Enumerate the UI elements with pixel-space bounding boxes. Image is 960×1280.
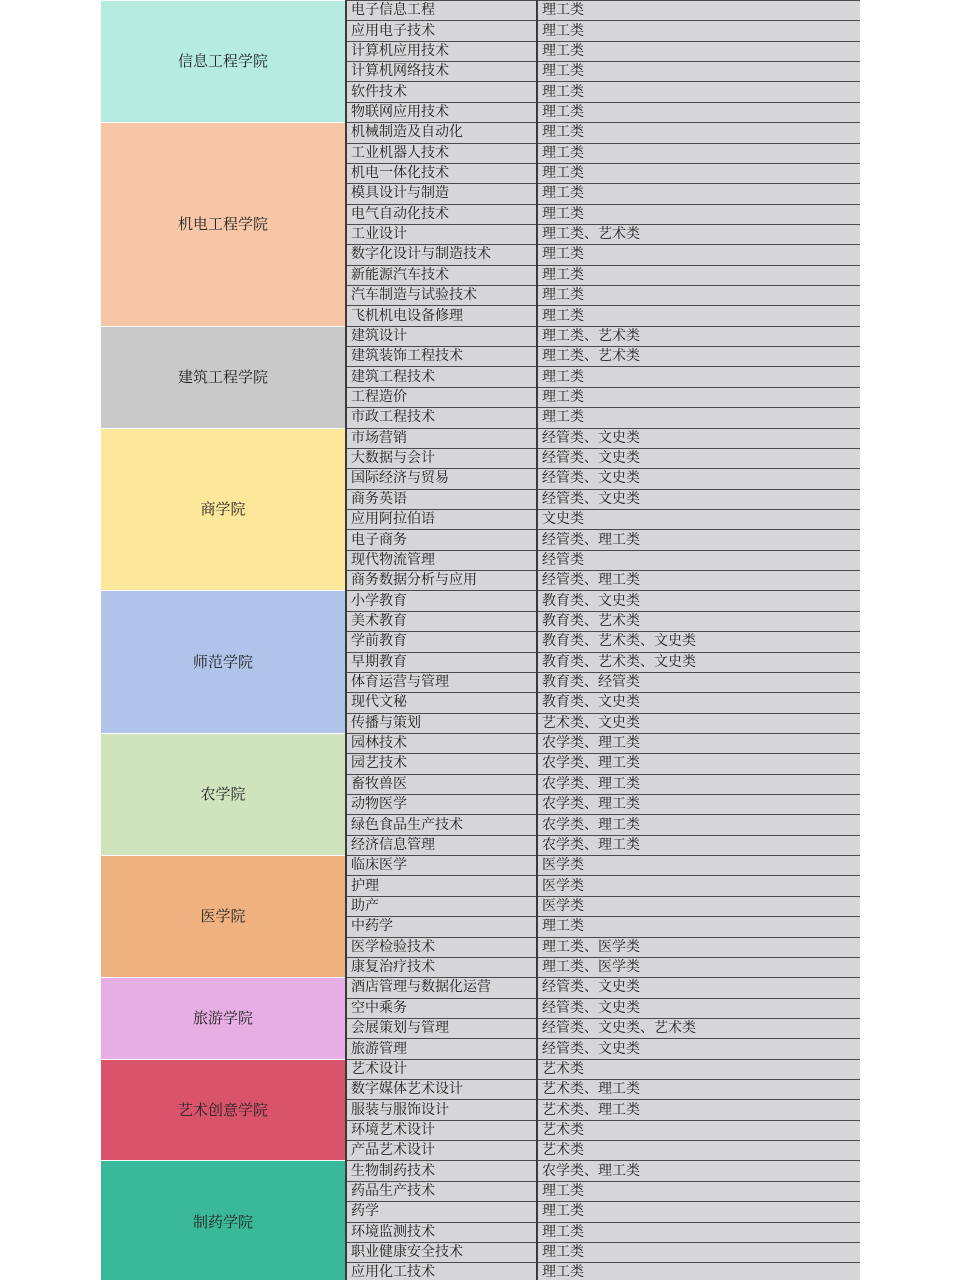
subject-category-cell: 理工类 [537,82,860,102]
college-name-cell: 信息工程学院 [101,1,346,123]
subject-category-cell: 教育类、文史类 [537,693,860,713]
major-name-cell: 汽车制造与试验技术 [346,286,537,306]
major-name-cell: 服装与服饰设计 [346,1100,537,1120]
subject-category-cell: 农学类、理工类 [537,774,860,794]
subject-category-cell: 教育类、文史类 [537,591,860,611]
subject-category-cell: 经管类、文史类 [537,998,860,1018]
major-name-cell: 建筑工程技术 [346,367,537,387]
major-name-cell: 护理 [346,876,537,896]
subject-category-cell: 理工类 [537,123,860,143]
table-row [101,123,860,143]
major-name-cell: 临床医学 [346,856,537,876]
major-name-cell: 体育运营与管理 [346,672,537,692]
major-name-cell: 园林技术 [346,733,537,753]
subject-category-cell: 经管类、文史类 [537,978,860,998]
subject-category-cell: 理工类、艺术类 [537,224,860,244]
major-name-cell: 建筑设计 [346,326,537,346]
major-name-cell: 艺术设计 [346,1059,537,1079]
table-row [101,591,860,611]
college-name-cell: 农学院 [101,733,346,855]
major-name-cell: 工业机器人技术 [346,143,537,163]
major-name-cell: 小学教育 [346,591,537,611]
subject-category-cell: 理工类 [537,204,860,224]
subject-category-cell: 经管类、理工类 [537,571,860,591]
major-name-cell: 商务英语 [346,489,537,509]
subject-category-cell: 经管类、文史类、艺术类 [537,1018,860,1038]
major-name-cell: 模具设计与制造 [346,184,537,204]
major-name-cell: 畜牧兽医 [346,774,537,794]
subject-category-cell: 艺术类、理工类 [537,1080,860,1100]
major-name-cell: 学前教育 [346,632,537,652]
major-name-cell: 药学 [346,1202,537,1222]
major-name-cell: 药品生产技术 [346,1181,537,1201]
majors-table-body [101,1,860,1280]
subject-category-cell: 文史类 [537,509,860,529]
subject-category-cell: 理工类 [537,62,860,82]
major-name-cell: 商务数据分析与应用 [346,571,537,591]
college-name-cell: 机电工程学院 [101,123,346,327]
subject-category-cell: 理工类 [537,265,860,285]
subject-category-cell: 理工类 [537,21,860,41]
table-row [101,856,860,876]
major-name-cell: 中药学 [346,917,537,937]
major-name-cell: 机电一体化技术 [346,163,537,183]
subject-category-cell: 理工类 [537,408,860,428]
subject-category-cell: 教育类、艺术类 [537,611,860,631]
subject-category-cell: 艺术类 [537,1059,860,1079]
major-name-cell: 计算机应用技术 [346,41,537,61]
major-name-cell: 市政工程技术 [346,408,537,428]
subject-category-cell: 农学类、理工类 [537,795,860,815]
major-name-cell: 环境监测技术 [346,1222,537,1242]
subject-category-cell: 理工类 [537,163,860,183]
subject-category-cell: 理工类、医学类 [537,957,860,977]
college-name-cell: 医学院 [101,856,346,978]
table-row [101,428,860,448]
subject-category-cell: 理工类 [537,367,860,387]
subject-category-cell: 理工类 [537,306,860,326]
major-name-cell: 建筑装饰工程技术 [346,347,537,367]
table-row [101,1,860,21]
college-name-cell: 商学院 [101,428,346,591]
subject-category-cell: 农学类、理工类 [537,835,860,855]
college-name-cell: 艺术创意学院 [101,1059,346,1161]
major-name-cell: 现代文秘 [346,693,537,713]
major-name-cell: 飞机机电设备修理 [346,306,537,326]
table-row [101,978,860,998]
subject-category-cell: 理工类 [537,1181,860,1201]
subject-category-cell: 医学类 [537,876,860,896]
subject-category-cell: 农学类、理工类 [537,733,860,753]
table-row [101,1161,860,1181]
majors-table-sheet [101,0,860,1280]
subject-category-cell: 理工类 [537,143,860,163]
major-name-cell: 数字媒体艺术设计 [346,1080,537,1100]
subject-category-cell: 理工类 [537,917,860,937]
college-name-cell: 师范学院 [101,591,346,734]
major-name-cell: 应用阿拉伯语 [346,509,537,529]
major-name-cell: 康复治疗技术 [346,957,537,977]
subject-category-cell: 理工类 [537,245,860,265]
major-name-cell: 计算机网络技术 [346,62,537,82]
subject-category-cell: 教育类、经管类 [537,672,860,692]
subject-category-cell: 理工类 [537,286,860,306]
subject-category-cell: 经管类、理工类 [537,530,860,550]
major-name-cell: 工程造价 [346,387,537,407]
major-name-cell: 市场营销 [346,428,537,448]
subject-category-cell: 医学类 [537,856,860,876]
subject-category-cell: 理工类 [537,387,860,407]
subject-category-cell: 理工类 [537,1242,860,1262]
subject-category-cell: 艺术类 [537,1141,860,1161]
major-name-cell: 软件技术 [346,82,537,102]
subject-category-cell: 经管类、文史类 [537,489,860,509]
subject-category-cell: 经管类、文史类 [537,469,860,489]
major-name-cell: 物联网应用技术 [346,102,537,122]
subject-category-cell: 经管类 [537,550,860,570]
subject-category-cell: 艺术类 [537,1120,860,1140]
major-name-cell: 电气自动化技术 [346,204,537,224]
major-name-cell: 助产 [346,896,537,916]
subject-category-cell: 教育类、艺术类、文史类 [537,652,860,672]
major-name-cell: 应用化工技术 [346,1263,537,1280]
major-name-cell: 美术教育 [346,611,537,631]
major-name-cell: 产品艺术设计 [346,1141,537,1161]
college-name-cell: 制药学院 [101,1161,346,1280]
major-name-cell: 数字化设计与制造技术 [346,245,537,265]
major-name-cell: 现代物流管理 [346,550,537,570]
table-row [101,326,860,346]
subject-category-cell: 理工类、医学类 [537,937,860,957]
major-name-cell: 空中乘务 [346,998,537,1018]
major-name-cell: 医学检验技术 [346,937,537,957]
subject-category-cell: 经管类、文史类 [537,448,860,468]
major-name-cell: 生物制药技术 [346,1161,537,1181]
subject-category-cell: 理工类 [537,1,860,21]
subject-category-cell: 理工类 [537,102,860,122]
subject-category-cell: 理工类 [537,1263,860,1280]
subject-category-cell: 农学类、理工类 [537,1161,860,1181]
major-name-cell: 职业健康安全技术 [346,1242,537,1262]
subject-category-cell: 理工类 [537,184,860,204]
major-name-cell: 新能源汽车技术 [346,265,537,285]
major-name-cell: 动物医学 [346,795,537,815]
subject-category-cell: 医学类 [537,896,860,916]
major-name-cell: 酒店管理与数据化运营 [346,978,537,998]
major-name-cell: 国际经济与贸易 [346,469,537,489]
subject-category-cell: 经管类、文史类 [537,428,860,448]
major-name-cell: 经济信息管理 [346,835,537,855]
major-name-cell: 大数据与会计 [346,448,537,468]
subject-category-cell: 农学类、理工类 [537,815,860,835]
major-name-cell: 传播与策划 [346,713,537,733]
subject-category-cell: 理工类、艺术类 [537,326,860,346]
major-name-cell: 早期教育 [346,652,537,672]
majors-table [101,0,860,1280]
subject-category-cell: 经管类、文史类 [537,1039,860,1059]
subject-category-cell: 艺术类、文史类 [537,713,860,733]
major-name-cell: 旅游管理 [346,1039,537,1059]
table-row [101,1059,860,1079]
major-name-cell: 工业设计 [346,224,537,244]
subject-category-cell: 理工类 [537,41,860,61]
subject-category-cell: 理工类 [537,1202,860,1222]
major-name-cell: 机械制造及自动化 [346,123,537,143]
subject-category-cell: 教育类、艺术类、文史类 [537,632,860,652]
major-name-cell: 应用电子技术 [346,21,537,41]
major-name-cell: 园艺技术 [346,754,537,774]
college-name-cell: 旅游学院 [101,978,346,1059]
major-name-cell: 会展策划与管理 [346,1018,537,1038]
subject-category-cell: 理工类 [537,1222,860,1242]
subject-category-cell: 理工类、艺术类 [537,347,860,367]
major-name-cell: 环境艺术设计 [346,1120,537,1140]
subject-category-cell: 农学类、理工类 [537,754,860,774]
major-name-cell: 绿色食品生产技术 [346,815,537,835]
subject-category-cell: 艺术类、理工类 [537,1100,860,1120]
college-name-cell: 建筑工程学院 [101,326,346,428]
table-row [101,733,860,753]
major-name-cell: 电子商务 [346,530,537,550]
major-name-cell: 电子信息工程 [346,1,537,21]
